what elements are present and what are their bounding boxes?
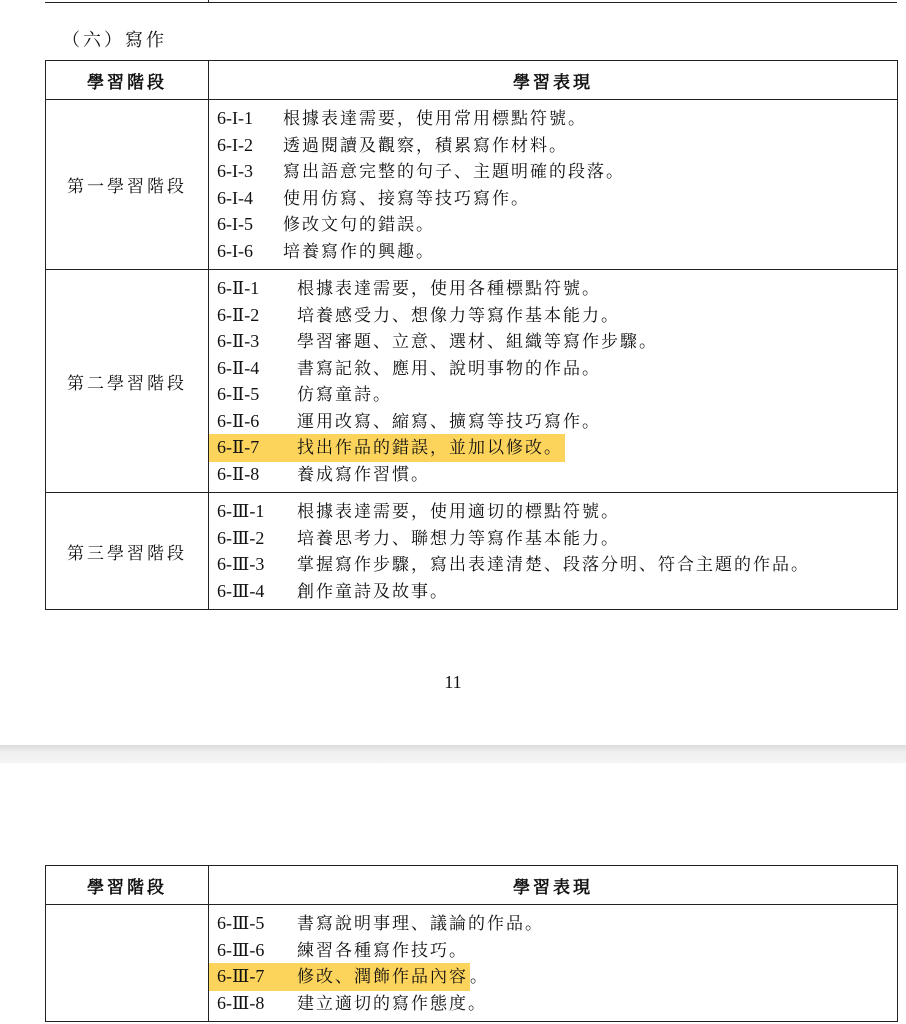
writing-standards-table-continued (45, 865, 898, 1022)
performance-item (209, 408, 897, 435)
section-title: （六）寫作 (62, 30, 167, 51)
item-code: 6-Ⅲ-5 (217, 913, 265, 933)
performance-item (209, 302, 897, 329)
item-code: 6-I-1 (217, 108, 253, 128)
item-code: 6-Ⅲ-8 (217, 992, 265, 1013)
performance-item (209, 963, 897, 990)
performance-item (209, 910, 897, 937)
item-code: 6-Ⅲ-6 (217, 939, 265, 960)
item-text: 培養感受力、想像力等寫作基本能力。 (297, 305, 620, 326)
item-text: 學習審題、立意、選材、組織等寫作步驟。 (297, 332, 658, 352)
performance-item (209, 498, 897, 525)
performance-item (209, 551, 897, 578)
item-code: 6-Ⅱ-3 (217, 331, 260, 351)
item-code: 6-Ⅲ-3 (217, 554, 265, 574)
item-text: 掌握寫作步驟，寫出表達清楚、段落分明、符合主題的作品。 (297, 555, 810, 575)
item-text-group (209, 381, 394, 409)
writing-standards-table (45, 60, 898, 610)
item-text: 根據表達需要，使用適切的標點符號。 (297, 502, 620, 522)
item-code: 6-I-5 (217, 214, 253, 234)
item-text-group (209, 355, 603, 383)
item-text: 書寫說明事理、議論的作品。 (297, 914, 544, 934)
item-text-group (209, 105, 589, 133)
previous-table-bottom-border (45, 0, 897, 3)
performance-item (209, 461, 897, 488)
performance-cell (209, 905, 898, 1022)
stage-cell: 第一學習階段 (46, 100, 209, 270)
item-text-group (209, 275, 603, 303)
item-text-group (209, 990, 489, 1018)
item-code: 6-Ⅱ-1 (217, 278, 260, 298)
item-text: 培養寫作的興趣。 (283, 241, 435, 262)
performance-cell (209, 100, 898, 270)
item-text-group (209, 132, 570, 160)
table-header-row (46, 866, 898, 905)
item-text-group (209, 328, 660, 356)
item-text: 創作童詩及故事。 (297, 581, 449, 602)
item-text: 寫出語意完整的句子、主題明確的段落。 (283, 162, 625, 182)
item-text-group (209, 408, 603, 436)
item-code: 6-I-3 (217, 161, 253, 181)
performance-item (209, 132, 897, 159)
performance-item (209, 381, 897, 408)
item-code: 6-Ⅱ-5 (217, 384, 260, 404)
page-number: 11 (444, 672, 462, 692)
header-stage: 學習階段 (46, 61, 209, 100)
item-text-group (209, 185, 532, 213)
item-text-group (209, 211, 437, 239)
performance-item (209, 105, 897, 132)
item-trailing-punctuation: 。 (470, 967, 489, 987)
table-row (46, 100, 898, 270)
item-text: 練習各種寫作技巧。 (297, 940, 468, 961)
item-code: 6-Ⅱ-4 (217, 357, 260, 378)
table-header-row (46, 61, 898, 100)
item-code: 6-Ⅱ-6 (217, 410, 260, 431)
performance-item (209, 434, 897, 461)
performance-item (209, 238, 897, 265)
item-text-group (209, 525, 622, 553)
item-text: 透過閱讀及觀察，積累寫作材料。 (283, 135, 568, 156)
header-performance: 學習表現 (209, 61, 898, 100)
performance-item (209, 328, 897, 355)
item-text: 仿寫童詩。 (297, 385, 392, 405)
item-text-group (209, 498, 622, 526)
performance-item (209, 578, 897, 605)
header-performance: 學習表現 (209, 866, 898, 905)
item-code: 6-Ⅲ-2 (217, 527, 265, 548)
item-code: 6-Ⅱ-8 (217, 463, 260, 484)
item-code: 6-Ⅱ-7 (217, 437, 260, 457)
item-code: 6-I-6 (217, 240, 253, 261)
highlighted-text (209, 963, 470, 991)
item-text: 修改文句的錯誤。 (283, 215, 435, 235)
item-code: 6-I-4 (217, 187, 253, 208)
performance-item (209, 355, 897, 382)
performance-item (209, 937, 897, 964)
item-text: 書寫記敘、應用、說明事物的作品。 (297, 358, 601, 379)
item-code: 6-Ⅲ-7 (217, 966, 265, 986)
highlighted-text (209, 434, 565, 462)
item-code: 6-Ⅲ-1 (217, 501, 265, 521)
performance-cell (209, 493, 898, 610)
table-row (46, 270, 898, 493)
table-row (46, 493, 898, 610)
item-text-group (209, 551, 812, 579)
item-code: 6-Ⅲ-4 (217, 580, 265, 601)
performance-item (209, 990, 897, 1017)
item-text-group (209, 302, 622, 330)
item-text: 根據表達需要，使用各種標點符號。 (297, 279, 601, 299)
item-text: 找出作品的錯誤，並加以修改。 (297, 438, 563, 458)
stage-cell: 第二學習階段 (46, 270, 209, 493)
performance-item (209, 185, 897, 212)
item-text: 建立適切的寫作態度。 (297, 993, 487, 1014)
item-text: 培養思考力、聯想力等寫作基本能力。 (297, 528, 620, 549)
item-text: 使用仿寫、接寫等技巧寫作。 (283, 188, 530, 209)
item-text: 運用改寫、縮寫、擴寫等技巧寫作。 (297, 411, 601, 432)
item-text: 修改、潤飾作品內容 (297, 967, 468, 987)
item-code: 6-I-2 (217, 134, 253, 155)
item-text-group (209, 461, 432, 489)
item-text-group (209, 158, 627, 186)
table-row (46, 905, 898, 1022)
performance-cell (209, 270, 898, 493)
stage-cell (46, 905, 209, 1022)
performance-item (209, 211, 897, 238)
performance-item (209, 275, 897, 302)
header-stage: 學習階段 (46, 866, 209, 905)
item-text-group (209, 910, 546, 938)
item-text-group (209, 238, 437, 266)
item-text-group (209, 937, 470, 965)
item-text-group (209, 578, 451, 606)
item-text: 養成寫作習慣。 (297, 464, 430, 485)
page-separator (0, 745, 906, 763)
item-text: 根據表達需要，使用常用標點符號。 (283, 109, 587, 129)
item-code: 6-Ⅱ-2 (217, 304, 260, 325)
performance-item (209, 525, 897, 552)
stage-cell: 第三學習階段 (46, 493, 209, 610)
performance-item (209, 158, 897, 185)
document-page-12 (0, 763, 906, 1024)
